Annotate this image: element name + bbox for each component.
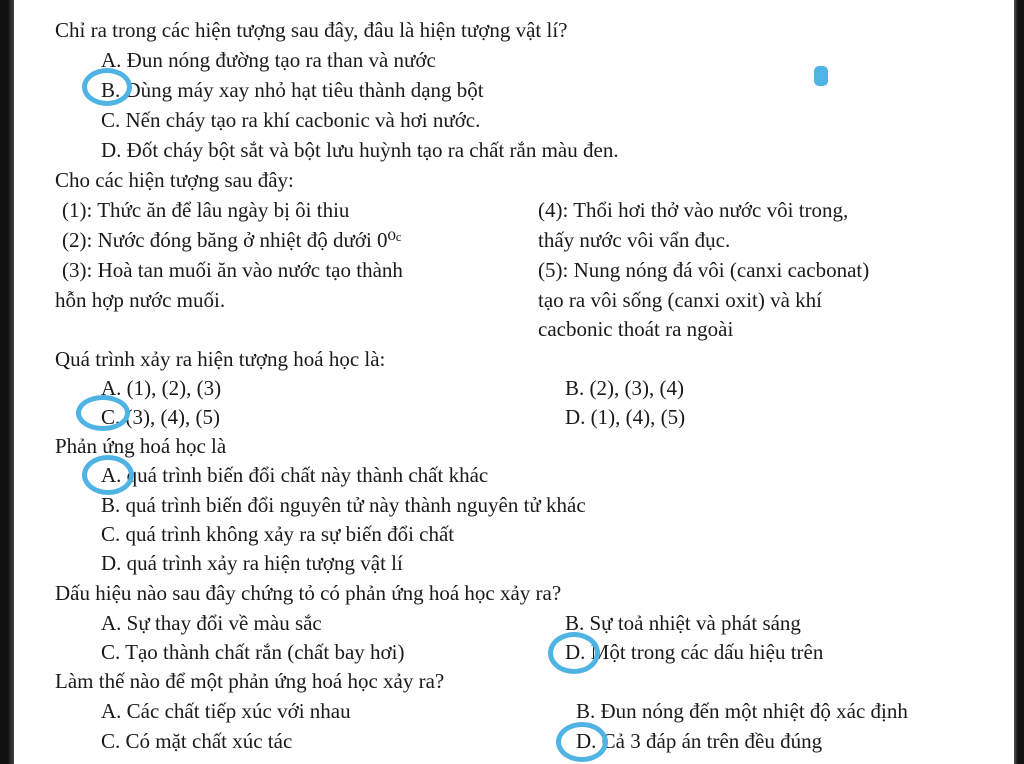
q2-question: Quá trình xảy ra hiện tượng hoá học là: (55, 347, 386, 371)
q2-option-d: D. (1), (4), (5) (565, 405, 686, 429)
answer-circle-q3-a (82, 455, 134, 495)
q2-intro: Cho các hiện tượng sau đây: (55, 168, 294, 192)
q5-option-c: C. Có mặt chất xúc tác (101, 729, 293, 753)
q1-option-b: B. Dùng máy xay nhỏ hạt tiêu thành dạng bột (101, 78, 484, 102)
q5-question: Làm thế nào để một phản ứng hoá học xảy ra? (55, 669, 445, 693)
q1-question: Chỉ ra trong các hiện tượng sau đây, đâu là hiện tượng vật lí? (55, 18, 568, 42)
q3-option-c: C. quá trình không xảy ra sự biến đổi chất (101, 522, 455, 546)
q4-option-b: B. Sự toả nhiệt và phát sáng (565, 611, 801, 635)
q4-option-d: D. Một trong các dấu hiệu trên (565, 640, 824, 664)
q2-item-1: (1): Thức ăn để lâu ngày bị ôi thiu (62, 198, 350, 222)
q2-item-5: (5): Nung nóng đá vôi (canxi cacbonat) (538, 258, 870, 282)
answer-circle-q1-b (82, 68, 132, 106)
q2-item-4: (4): Thổi hơi thở vào nước vôi trong, (538, 198, 849, 222)
q2-item-2: (2): Nước đóng băng ở nhiệt độ dưới 0⁰ᶜ (62, 228, 402, 252)
q3-option-a: A. quá trình biến đổi chất này thành chất khác (101, 463, 489, 487)
q1-option-d: D. Đốt cháy bột sắt và bột lưu huỳnh tạo ra chất rắn màu đen. (101, 138, 619, 162)
q5-option-b: B. Đun nóng đến một nhiệt độ xác định (576, 699, 908, 723)
q4-question: Dấu hiệu nào sau đây chứng tỏ có phản ứng hoá học xảy ra? (55, 581, 562, 605)
q1-option-c: C. Nến cháy tạo ra khí cacbonic và hơi nước. (101, 108, 481, 132)
q4-option-c: C. Tạo thành chất rắn (chất bay hơi) (101, 640, 405, 664)
answer-circle-q5-d (556, 722, 608, 762)
photo-edge-right (1014, 0, 1024, 764)
q2-item-3: (3): Hoà tan muối ăn vào nước tạo thành (62, 258, 403, 282)
q3-option-b: B. quá trình biến đổi nguyên tử này thành nguyên tử khác (101, 493, 586, 517)
q2-option-c: C. (3), (4), (5) (101, 405, 220, 429)
answer-circle-q4-d (548, 632, 600, 674)
photo-edge-left (0, 0, 14, 764)
q2-item-5-cont2: cacbonic thoát ra ngoài (538, 317, 734, 341)
q2-option-a: A. (1), (2), (3) (101, 376, 222, 400)
q3-question: Phản ứng hoá học là (55, 434, 227, 458)
stray-dot-mark (814, 66, 828, 86)
q2-option-b: B. (2), (3), (4) (565, 376, 684, 400)
q2-item-3-cont: hỗn hợp nước muối. (55, 288, 226, 312)
q1-option-a: A. Đun nóng đường tạo ra than và nước (101, 48, 436, 72)
q5-option-d: D. Cả 3 đáp án trên đều đúng (576, 729, 823, 753)
answer-circle-q2-c (76, 395, 130, 431)
q2-item-5-cont: tạo ra vôi sống (canxi oxit) và khí (538, 288, 823, 312)
q5-option-a: A. Các chất tiếp xúc với nhau (101, 699, 351, 723)
q3-option-d: D. quá trình xảy ra hiện tượng vật lí (101, 551, 403, 575)
q2-item-4-cont: thấy nước vôi vẩn đục. (538, 228, 731, 252)
q4-option-a: A. Sự thay đổi về màu sắc (101, 611, 322, 635)
